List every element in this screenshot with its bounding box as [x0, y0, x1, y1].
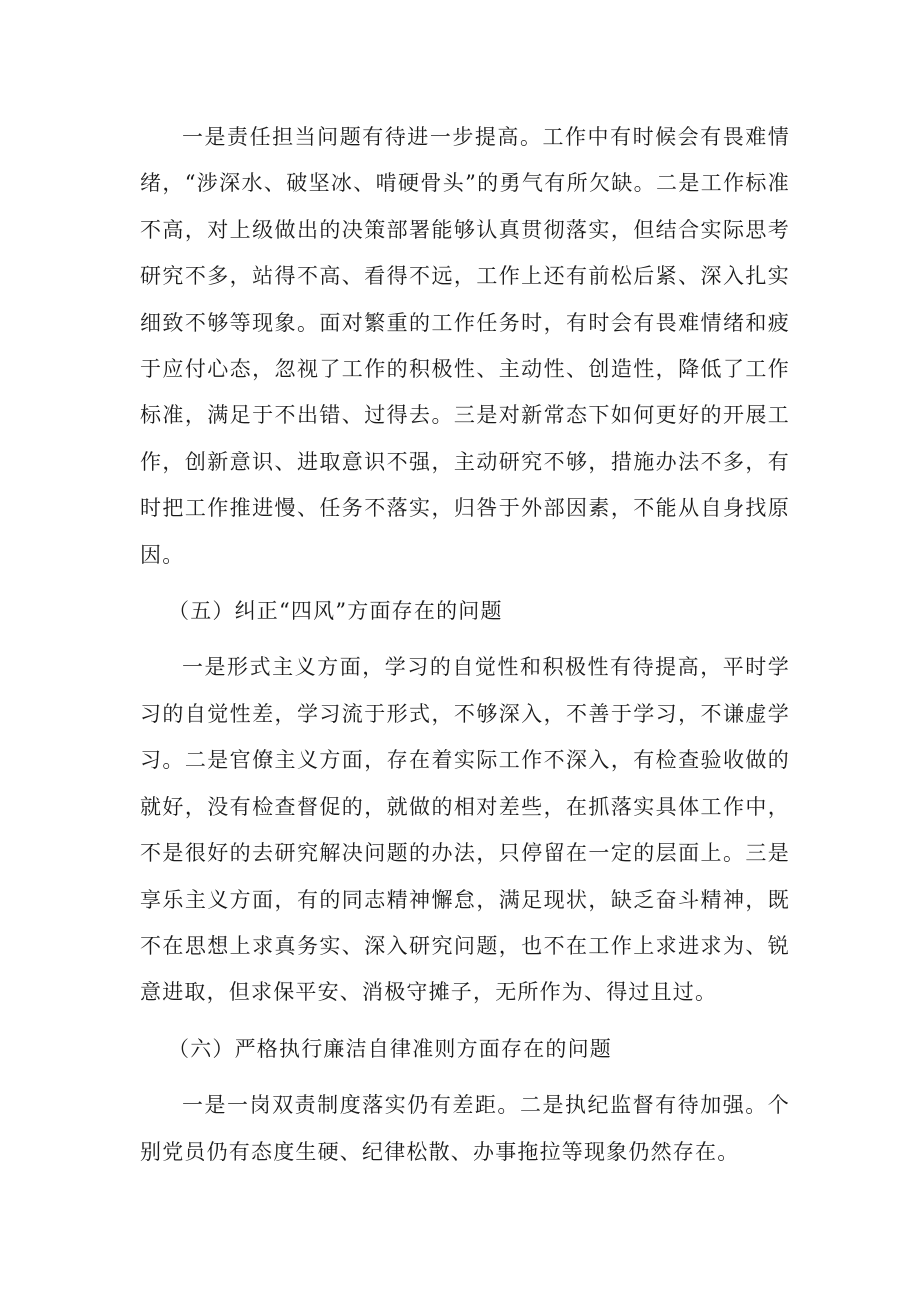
document-body: [140, 114, 790, 1175]
paragraph-four-styles: 一是形式主义方面，学习的自觉性和积极性有待提高，平时学习的自觉性差，学习流于形式，不够深入，不善于学习，不谦虚学习。二是官僚主义方面，存在着实际工作不深入，有检查验收做的就好，没有检查督促的，就做的相对差些，在抓落实具体工作中，不是很好的去研究解决问题的办法，只停留在一定的层面上。三是享乐主义方面，有的同志精神懈怠，满足现状，缺乏奋斗精神，既不在思想上求真务实、深入研究问题，也不在工作上求进求为、锐意进取，但求保平安、消极守摊子，无所作为、得过且过。: [140, 655, 790, 1005]
paragraph-integrity: 一是一岗双责制度落实仍有差距。二是执纪监督有待加强。个别党员仍有态度生硬、纪律松散、办事拖拉等现象仍然存在。: [140, 1093, 790, 1164]
section-heading-five: （五）纠正“四风”方面存在的问题: [168, 599, 503, 624]
paragraph-responsibility: 一是责任担当问题有待进一步提高。工作中有时候会有畏难情绪，“涉深水、破坚冰、啃硬骨头”的勇气有所欠缺。二是工作标准不高，对上级做出的决策部署能够认真贯彻落实，但结合实际思考研究不多，站得不高、看得不远，工作上还有前松后紧、深入扎实细致不够等现象。面对繁重的工作任务时，有时会有畏难情绪和疲于应付心态，忽视了工作的积极性、主动性、创造性，降低了工作标准，满足于不出错、过得去。三是对新常态下如何更好的开展工作，创新意识、进取意识不强，主动研究不够，措施办法不多，有时把工作推进慢、任务不落实，归咎于外部因素，不能从自身找原因。: [140, 125, 790, 567]
section-heading-six: （六）严格执行廉洁自律准则方面存在的问题: [168, 1036, 612, 1061]
